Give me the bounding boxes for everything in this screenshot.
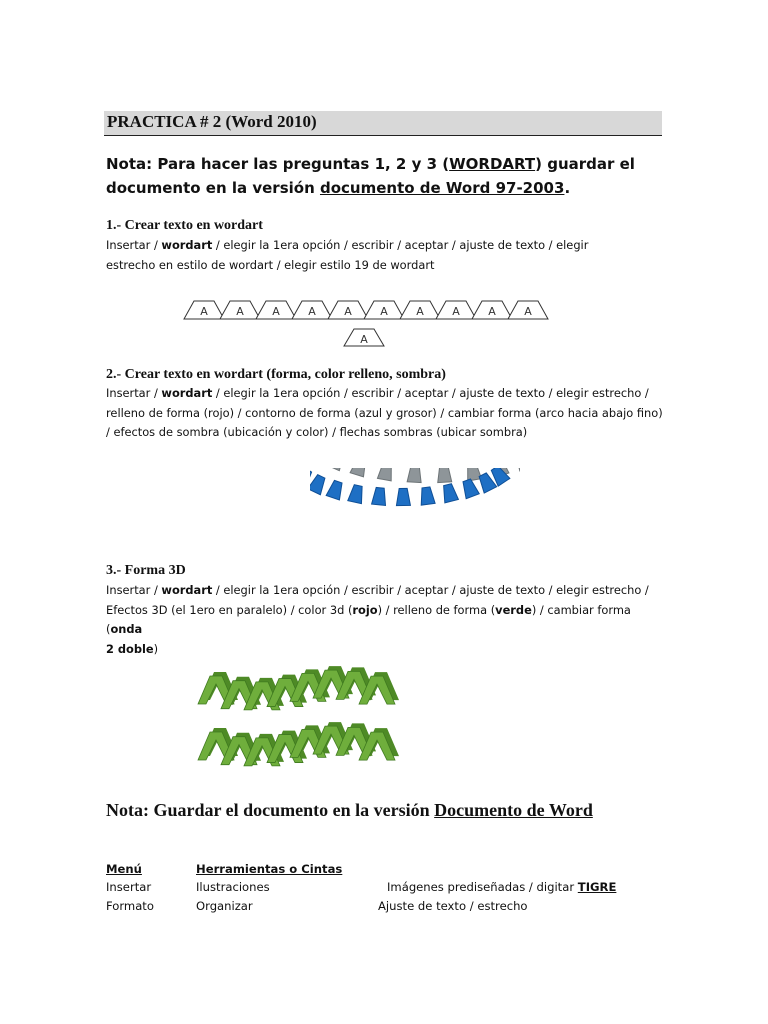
wordart-arc-letter	[310, 473, 328, 494]
wordart-letter: A	[236, 305, 244, 318]
nota-2: Nota: Guardar el documento en la versión Documento de Word	[106, 800, 593, 820]
wordart-arc-letter	[326, 479, 345, 500]
wordart-keyword: WORDART	[449, 155, 536, 173]
table-cell: Imágenes prediseñadas / digitar TIGRE	[387, 880, 617, 894]
wordart-arc-letter	[419, 486, 435, 505]
section-2-heading: 2.- Crear texto en wordart (forma, color relleno, sombra)	[106, 367, 446, 382]
wordart-arc-letter	[377, 468, 394, 481]
wordart-letter: A	[200, 305, 208, 318]
doc-version: documento de Word 97-2003	[319, 179, 565, 197]
nota-1: Nota: Para hacer las preguntas 1, 2 y 3 (WORDART) guardar el documento en la versión documento de Word 97-2003.	[106, 155, 635, 197]
section-1-body: Insertar / wordart / elegir la 1era opción / escribir / aceptar / ajuste de texto / elegir estrecho en estilo de wordart / elegir estilo 19 de wordart	[106, 238, 589, 272]
wordart-3-figure	[192, 662, 408, 784]
table-cell: Formato	[106, 899, 154, 913]
wordart-letter: A	[524, 305, 532, 318]
table-cell: Ilustraciones	[196, 880, 270, 894]
table-cell: Insertar	[106, 880, 152, 894]
wordart-letter: A	[344, 305, 352, 318]
table-header-menu: Menú	[106, 862, 142, 876]
wordart-2-figure	[310, 468, 520, 550]
page-title: PRACTICA # 2 (Word 2010)	[107, 112, 317, 131]
wordart-1-figure	[180, 298, 550, 350]
wordart-letter: A	[452, 305, 460, 318]
wordart-arc-letter	[396, 488, 410, 505]
wordart-arc-letter	[513, 468, 520, 471]
wordart-arc-letter	[372, 487, 388, 505]
wordart-letter: A	[360, 333, 368, 346]
section-1-heading: 1.- Crear texto en wordart	[106, 218, 263, 233]
wordart-letter: A	[272, 305, 280, 318]
wordart-arc-letter	[348, 484, 365, 504]
wordart-arc-letter	[460, 478, 479, 499]
wordart-letter: A	[308, 305, 316, 318]
wordart-letter: A	[488, 305, 496, 318]
wordart-arc-letter	[350, 468, 368, 477]
wordart-letter: A	[416, 305, 424, 318]
wordart-arc-letter	[327, 468, 347, 471]
section-3-body: Insertar / wordart / elegir la 1era opción / escribir / aceptar / ajuste de texto / elegir estrecho / Efectos 3D (el 1ero en paralelo) / color 3d (rojo) / relleno de forma (verde) / cambiar forma (onda 2 doble)	[106, 583, 649, 656]
doc-version-2: Documento de Word	[434, 800, 593, 820]
wordart-arc-letter	[441, 483, 459, 503]
section-2-body: Insertar / wordart / elegir la 1era opción / escribir / aceptar / ajuste de texto / elegir estrecho / relleno de forma (rojo) / contorno de forma (azul y grosor) / cambiar forma (arco hacia abajo fino) / efectos de sombra (ubicación y color) / flechas sombras (ubicar sombra)	[106, 386, 663, 439]
wordart-arc-letter	[465, 468, 482, 481]
table-cell: Ajuste de texto / estrecho	[378, 899, 528, 913]
wordart-arc-letter	[437, 468, 452, 483]
wordart-arc-letter	[407, 468, 422, 483]
table-header-tools: Herramientas o Cintas	[196, 862, 343, 876]
section-3-heading: 3.- Forma 3D	[106, 563, 186, 578]
title-bar	[104, 111, 662, 136]
table-cell: Organizar	[196, 899, 253, 913]
wordart-letter: A	[380, 305, 388, 318]
